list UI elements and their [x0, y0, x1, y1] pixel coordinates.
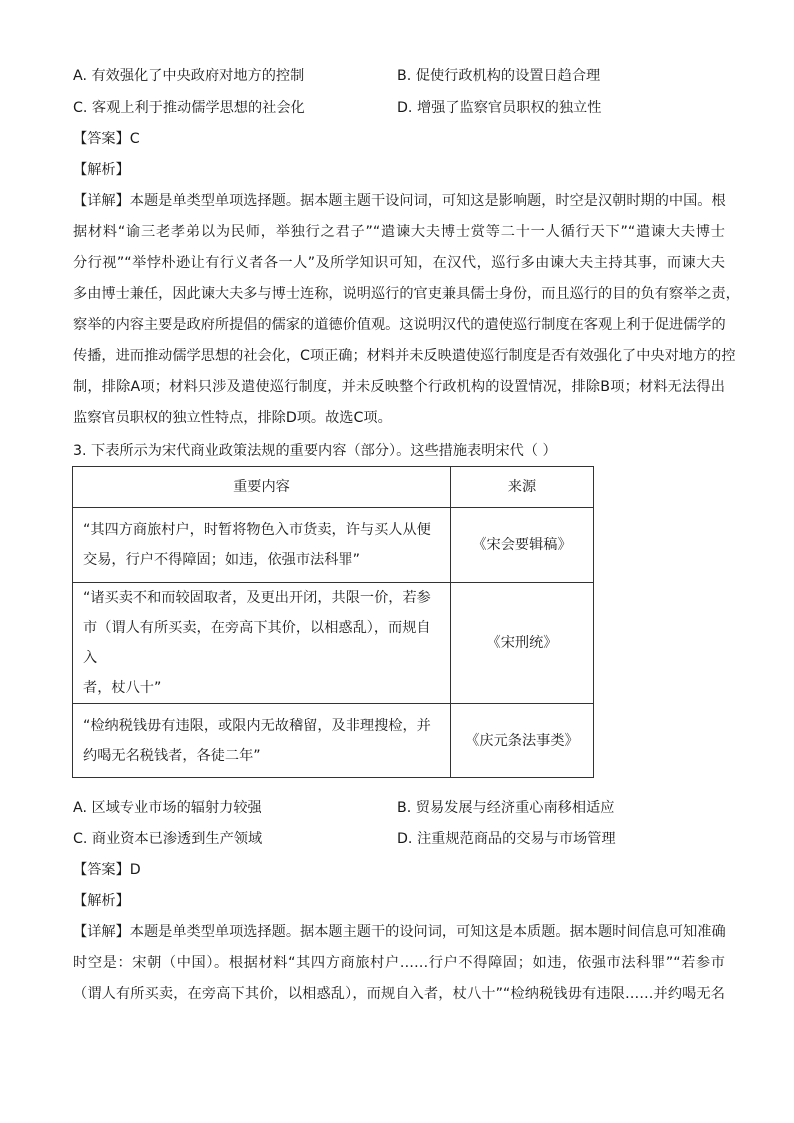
q2-answer: 【答案】C: [73, 131, 140, 147]
q3-answer: 【答案】D: [73, 862, 141, 878]
q3-option-c: C. 商业资本已渗透到生产领域: [73, 831, 263, 847]
q2-detail-line: 传播，进而推动儒学思想的社会化，C项正确；材料并未反映遣使巡行制度是否有效强化了中央对地方的控: [73, 348, 736, 364]
cell-line: “诸买卖不和而较固取者，及更出开闭，共限一价，若参: [83, 590, 431, 606]
q3-option-d: D. 注重规范商品的交易与市场管理: [397, 831, 616, 847]
q2-option-d: D. 增强了监察官员职权的独立性: [397, 100, 602, 116]
cell-line: “检纳税钱毋有违限，或限内无故稽留，及非理搜检，并: [83, 717, 431, 734]
q3-option-row-1: [73, 797, 733, 819]
table-cell-source: 《庆元条法事类》: [451, 704, 594, 778]
cell-line: “其四方商旅村户，时暂将物色入市货卖，许与买人从便: [83, 522, 431, 538]
cell-line: 市（谓人有所买卖，在旁高下其价，以相惑乱），而规自入: [83, 620, 431, 666]
q3-detail-line: （谓人有所买卖，在旁高下其价，以相惑乱），而规自入者，杖八十”“检纳税钱毋有违限……并约喝无名: [73, 986, 725, 1002]
q3-option-row-2: [73, 828, 733, 850]
table-cell-source: 《宋会要辑稿》: [451, 508, 594, 583]
q3-option-b: B. 贸易发展与经济重心南移相适应: [397, 800, 615, 816]
q2-option-row-1: [73, 65, 733, 87]
q3-detail-line: 时空是：宋朝（中国）。根据材料“其四方商旅村户……行户不得障固；如违，依强市法科罪”“若参市: [73, 955, 725, 971]
q2-option-c: C. 客观上利于推动儒学思想的社会化: [73, 100, 305, 116]
q2-detail-line: 监察官员职权的独立性特点，排除D项。故选C项。: [73, 410, 392, 426]
cell-line: 约喝无名税钱者，各徒二年”: [83, 747, 261, 764]
table-header-source: 来源: [451, 467, 594, 508]
cell-line: 交易，行户不得障固；如违，依强市法科罪”: [83, 552, 360, 568]
table-cell-content: [73, 704, 451, 778]
table-row: [73, 508, 594, 583]
q2-analysis-label: 【解析】: [73, 162, 130, 178]
table-row: [73, 704, 594, 778]
q2-detail-line: 【详解】本题是单类型单项选择题。据本题主题干设问词，可知这是影响题，时空是汉朝时期的中国。根: [73, 193, 726, 209]
q2-detail-line: 分行视”“举悖朴逊让有行义者各一人”及所学知识可知，在汉代，巡行多由谏大夫主持其事，而谏大夫: [73, 255, 725, 271]
cell-line: 者，杖八十”: [83, 680, 162, 696]
q3-option-a: A. 区域专业市场的辐射力较强: [73, 800, 262, 816]
q2-detail-line: 多由博士兼任，因此谏大夫多与博士连称，说明巡行的官吏兼具儒士身份，而且巡行的目的负有察举之责，: [73, 286, 740, 302]
table-row: [73, 583, 594, 704]
q2-detail-line: 察举的内容主要是政府所提倡的儒家的道德价值观。这说明汉代的遣使巡行制度在客观上利于促进儒学的: [73, 317, 726, 333]
table-header-content: 重要内容: [73, 467, 451, 508]
policy-table: [72, 466, 594, 778]
q3-stem: 3. 下表所示为宋代商业政策法规的重要内容（部分）。这些措施表明宋代（ ）: [73, 443, 557, 459]
q2-detail-paragraph: [73, 190, 740, 438]
table-header-row: [73, 467, 594, 508]
q3-detail-line: 【详解】本题是单类型单项选择题。据本题主题干的设问词，可知这是本质题。据本题时间信息可知准确: [73, 924, 726, 940]
q2-detail-line: 制，排除A项；材料只涉及遣使巡行制度，并未反映整个行政机构的设置情况，排除B项；材料无法得出: [73, 379, 725, 395]
table-cell-content: [73, 583, 451, 704]
q2-option-b: B. 促使行政机构的设置日趋合理: [397, 68, 601, 84]
table-cell-source: 《宋刑统》: [451, 583, 594, 704]
q2-detail-line: 据材料“谕三老孝弟以为民师，举独行之君子”“遣谏大夫博士赏等二十一人循行天下”“遣谏大夫博士: [73, 224, 725, 240]
q2-option-a: A. 有效强化了中央政府对地方的控制: [73, 68, 305, 84]
table-cell-content: [73, 508, 451, 583]
q2-option-row-2: [73, 97, 733, 119]
q3-detail-paragraph: [73, 921, 725, 1014]
q3-analysis-label: 【解析】: [73, 893, 130, 909]
